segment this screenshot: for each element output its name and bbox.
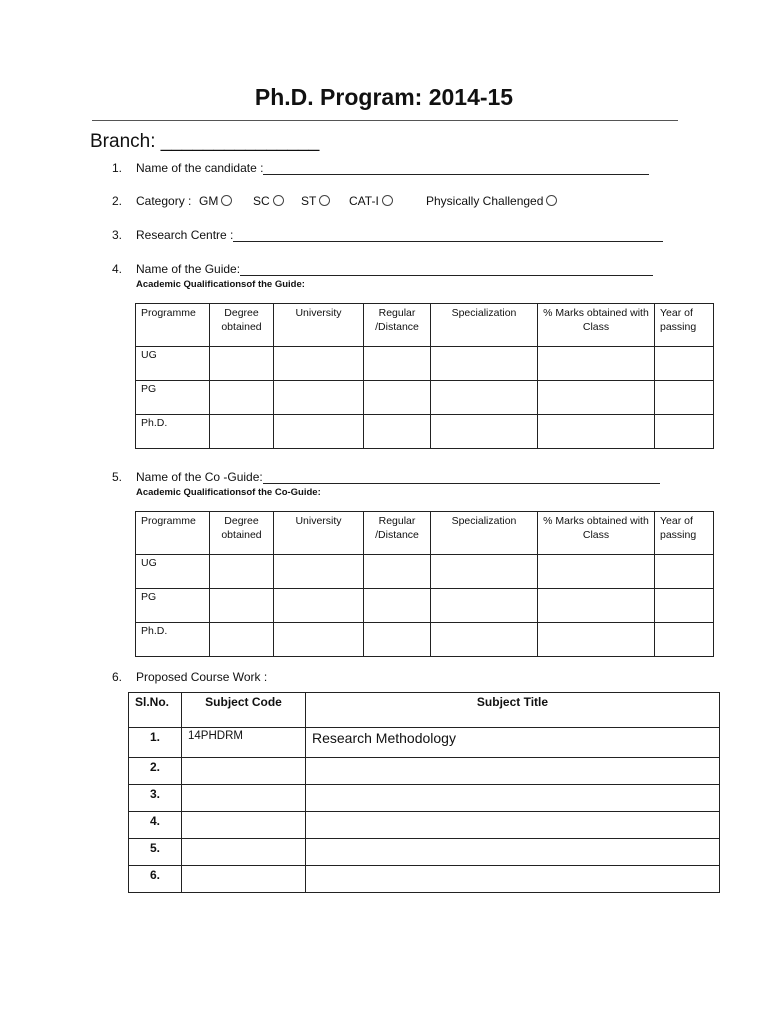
input-cell[interactable] <box>655 623 714 657</box>
header-cell: University <box>274 304 364 347</box>
category-field <box>112 194 191 208</box>
header-cell: Regular /Distance <box>364 304 431 347</box>
input-cell[interactable] <box>431 589 538 623</box>
input-cell[interactable] <box>431 623 538 657</box>
header-cell: Subject Code <box>182 693 306 728</box>
category-label: Physically Challenged <box>426 194 544 208</box>
input-cell[interactable] <box>364 589 431 623</box>
table-header-row <box>129 693 720 728</box>
table-row <box>129 785 720 812</box>
course-work-table <box>128 692 720 893</box>
table-row <box>136 381 714 415</box>
category-sc[interactable] <box>253 194 284 208</box>
input-cell[interactable] <box>364 347 431 381</box>
header-cell: Regular /Distance <box>364 512 431 555</box>
subject-code-cell[interactable] <box>182 785 306 812</box>
header-cell: Specialization <box>431 304 538 347</box>
input-cell[interactable] <box>210 381 274 415</box>
table-row <box>136 589 714 623</box>
field-label: Category : <box>136 194 192 208</box>
subject-title-cell[interactable] <box>306 866 720 893</box>
input-cell[interactable] <box>210 555 274 589</box>
header-cell: Year of passing <box>655 512 714 555</box>
table-header-row <box>136 512 714 555</box>
category-label: GM <box>199 194 219 208</box>
input-cell[interactable] <box>655 381 714 415</box>
coguide-qualifications-subtitle: Academic Qualificationsof the Co-Guide: <box>136 487 321 498</box>
input-cell[interactable] <box>210 347 274 381</box>
table-row <box>136 415 714 449</box>
header-cell: Year of passing <box>655 304 714 347</box>
candidate-name-field[interactable] <box>112 161 649 175</box>
serial-cell: 1. <box>129 728 182 758</box>
field-number: 6. <box>112 670 123 684</box>
subject-title-cell[interactable] <box>306 785 720 812</box>
radio-icon[interactable] <box>221 195 232 206</box>
input-cell[interactable] <box>364 381 431 415</box>
serial-cell: 6. <box>129 866 182 893</box>
subject-title-cell[interactable] <box>306 839 720 866</box>
research-centre-field[interactable] <box>112 228 663 242</box>
table-row <box>129 839 720 866</box>
category-cat-i[interactable] <box>349 194 393 208</box>
input-cell[interactable] <box>431 381 538 415</box>
research-centre-line[interactable] <box>233 228 663 242</box>
input-cell[interactable] <box>274 589 364 623</box>
header-cell: Programme <box>136 304 210 347</box>
subject-code-cell[interactable] <box>182 812 306 839</box>
category-label: SC <box>253 194 270 208</box>
field-number: 4. <box>112 262 123 276</box>
guide-qualifications-subtitle: Academic Qualificationsof the Guide: <box>136 279 305 290</box>
table-row <box>129 758 720 785</box>
serial-cell: 2. <box>129 758 182 785</box>
field-label: Research Centre : <box>136 228 234 242</box>
input-cell[interactable] <box>274 555 364 589</box>
input-cell[interactable] <box>210 623 274 657</box>
table-row <box>129 866 720 893</box>
category-label: ST <box>301 194 317 208</box>
field-label: Name of the Co -Guide: <box>136 470 263 484</box>
input-cell[interactable] <box>538 347 655 381</box>
coguide-qualifications-table <box>135 511 714 657</box>
header-cell: % Marks obtained with Class <box>538 304 655 347</box>
input-cell[interactable] <box>364 415 431 449</box>
field-number: 5. <box>112 470 123 484</box>
subject-code-cell[interactable] <box>182 839 306 866</box>
radio-icon[interactable] <box>546 195 557 206</box>
subject-title-cell[interactable]: Research Methodology <box>306 728 720 758</box>
header-cell: Degree obtained <box>210 304 274 347</box>
coguide-name-line[interactable] <box>263 470 660 484</box>
header-cell: % Marks obtained with Class <box>538 512 655 555</box>
guide-qualifications-table <box>135 303 714 449</box>
input-cell[interactable] <box>210 415 274 449</box>
header-cell: Programme <box>136 512 210 555</box>
category-st[interactable] <box>301 194 330 208</box>
serial-cell: 3. <box>129 785 182 812</box>
programme-cell: PG <box>136 589 210 623</box>
input-cell[interactable] <box>274 381 364 415</box>
table-row <box>136 555 714 589</box>
field-label: Proposed Course Work : <box>136 670 268 684</box>
header-cell: Degree obtained <box>210 512 274 555</box>
input-cell[interactable] <box>210 589 274 623</box>
category-physically-challenged[interactable] <box>426 194 557 208</box>
guide-name-field[interactable] <box>112 262 653 276</box>
input-cell[interactable] <box>431 347 538 381</box>
table-header-row <box>136 304 714 347</box>
subject-code-cell[interactable] <box>182 758 306 785</box>
radio-icon[interactable] <box>382 195 393 206</box>
subject-title-cell[interactable] <box>306 758 720 785</box>
field-number: 3. <box>112 228 123 242</box>
subject-code-cell[interactable]: 14PHDRM <box>182 728 306 758</box>
guide-name-line[interactable] <box>240 262 653 276</box>
input-cell[interactable] <box>431 555 538 589</box>
category-label: CAT-I <box>349 194 379 208</box>
header-cell: Subject Title <box>306 693 720 728</box>
field-label: Name of the Guide: <box>136 262 241 276</box>
header-cell: Specialization <box>431 512 538 555</box>
programme-cell: Ph.D. <box>136 623 210 657</box>
course-work-field <box>112 670 267 684</box>
programme-cell: UG <box>136 555 210 589</box>
serial-cell: 5. <box>129 839 182 866</box>
coguide-name-field[interactable] <box>112 470 660 484</box>
input-cell[interactable] <box>274 347 364 381</box>
category-gm[interactable] <box>199 194 232 208</box>
input-cell[interactable] <box>274 415 364 449</box>
input-cell[interactable] <box>538 589 655 623</box>
input-cell[interactable] <box>655 415 714 449</box>
radio-icon[interactable] <box>319 195 330 206</box>
input-cell[interactable] <box>274 623 364 657</box>
table-row <box>129 728 720 758</box>
programme-cell: Ph.D. <box>136 415 210 449</box>
input-cell[interactable] <box>538 623 655 657</box>
table-row <box>129 812 720 839</box>
header-cell: University <box>274 512 364 555</box>
input-cell[interactable] <box>538 555 655 589</box>
subject-code-cell[interactable] <box>182 866 306 893</box>
programme-cell: UG <box>136 347 210 381</box>
field-number: 1. <box>112 161 123 175</box>
input-cell[interactable] <box>431 415 538 449</box>
input-cell[interactable] <box>655 347 714 381</box>
input-cell[interactable] <box>538 381 655 415</box>
input-cell[interactable] <box>364 555 431 589</box>
branch-field[interactable]: Branch: _______________ <box>90 131 320 152</box>
input-cell[interactable] <box>655 589 714 623</box>
field-number: 2. <box>112 194 123 208</box>
table-row <box>136 623 714 657</box>
subject-title-cell[interactable] <box>306 812 720 839</box>
page-title: Ph.D. Program: 2014-15 <box>254 84 514 110</box>
field-label: Name of the candidate : <box>136 161 264 175</box>
programme-cell: PG <box>136 381 210 415</box>
table-row <box>136 347 714 381</box>
input-cell[interactable] <box>364 623 431 657</box>
input-cell[interactable] <box>538 415 655 449</box>
title-divider <box>92 120 678 121</box>
candidate-name-line[interactable] <box>263 161 649 175</box>
header-cell: Sl.No. <box>129 693 182 728</box>
input-cell[interactable] <box>655 555 714 589</box>
serial-cell: 4. <box>129 812 182 839</box>
radio-icon[interactable] <box>273 195 284 206</box>
